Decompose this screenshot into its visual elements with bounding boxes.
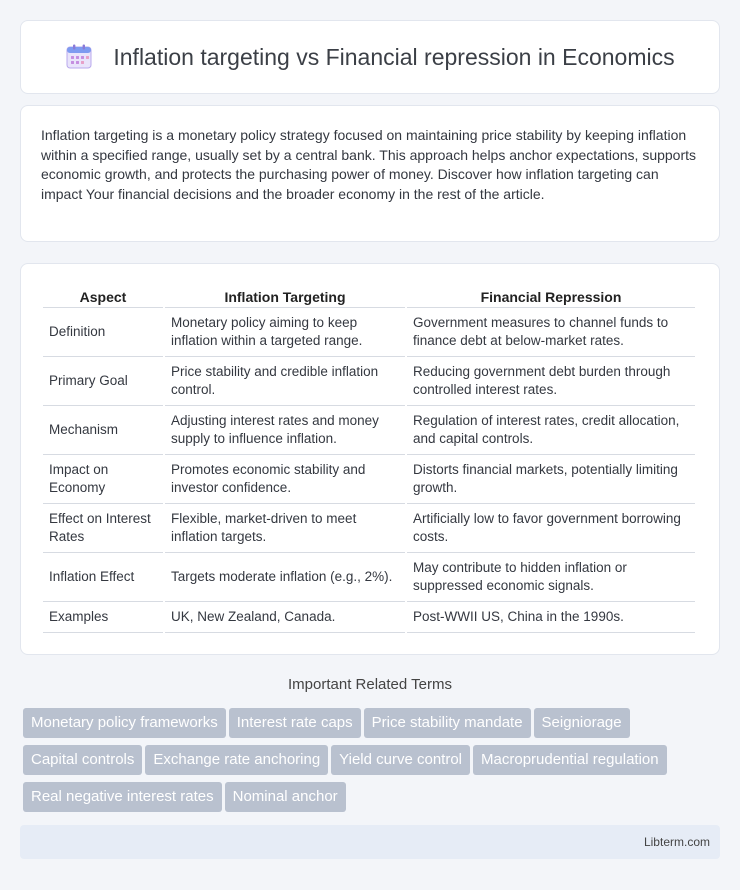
header-inflation-targeting: Inflation Targeting [165,284,405,308]
row-aspect: Mechanism [43,406,163,455]
page-title: Inflation targeting vs Financial repression in Economics [113,43,675,70]
row-inflation-targeting: Monetary policy aiming to keep inflation within a targeted range. [165,308,405,357]
row-aspect: Impact on Economy [43,455,163,504]
row-financial-repression: May contribute to hidden inflation or suppressed economic signals. [407,553,695,602]
row-inflation-targeting: Adjusting interest rates and money supply to influence inflation. [165,406,405,455]
row-inflation-targeting: Price stability and credible inflation control. [165,357,405,406]
intro-paragraph: Inflation targeting is a monetary policy strategy focused on maintaining price stability by keeping inflation within a specified range, usually set by a central bank. This approach helps anchor expectations, supports economic growth, and protects the purchasing power of money. Discover how inflation targeting can impact Your financial decisions and the broader economy in the rest of the article. [41,127,697,202]
table-row [43,406,695,455]
related-term-tag[interactable]: Price stability mandate [364,708,531,738]
footer-site-link[interactable]: Libterm.com [643,835,710,849]
intro-card [20,105,720,242]
row-aspect: Inflation Effect [43,553,163,602]
row-financial-repression: Reducing government debt burden through controlled interest rates. [407,357,695,406]
table-row [43,455,695,504]
calendar-icon [65,43,93,71]
row-aspect: Effect on Interest Rates [43,504,163,553]
table-row [43,602,695,633]
row-aspect: Examples [43,602,163,633]
table-header-row [43,284,695,308]
header-financial-repression: Financial Repression [407,284,695,308]
row-inflation-targeting: UK, New Zealand, Canada. [165,602,405,633]
header-card [20,20,720,94]
row-financial-repression: Regulation of interest rates, credit allocation, and capital controls. [407,406,695,455]
related-term-tag[interactable]: Capital controls [23,745,142,775]
related-terms-list [23,708,723,819]
row-financial-repression: Post-WWII US, China in the 1990s. [407,602,695,633]
table-row [43,308,695,357]
row-inflation-targeting: Promotes economic stability and investor confidence. [165,455,405,504]
table-row [43,504,695,553]
table-row [43,553,695,602]
related-term-tag[interactable]: Exchange rate anchoring [145,745,328,775]
related-term-tag[interactable]: Seigniorage [534,708,630,738]
row-financial-repression: Government measures to channel funds to finance debt at below-market rates. [407,308,695,357]
footer [20,825,720,859]
related-term-tag[interactable]: Nominal anchor [225,782,346,812]
row-financial-repression: Distorts financial markets, potentially limiting growth. [407,455,695,504]
related-term-tag[interactable]: Real negative interest rates [23,782,222,812]
comparison-table [41,284,697,633]
comparison-card [20,263,720,655]
related-term-tag[interactable]: Macroprudential regulation [473,745,667,775]
row-financial-repression: Artificially low to favor government borrowing costs. [407,504,695,553]
related-term-tag[interactable]: Yield curve control [331,745,470,775]
header-aspect: Aspect [43,284,163,308]
row-inflation-targeting: Targets moderate inflation (e.g., 2%). [165,553,405,602]
related-terms-title: Important Related Terms [288,676,452,693]
row-aspect: Primary Goal [43,357,163,406]
table-row [43,357,695,406]
related-term-tag[interactable]: Monetary policy frameworks [23,708,226,738]
row-aspect: Definition [43,308,163,357]
related-term-tag[interactable]: Interest rate caps [229,708,361,738]
row-inflation-targeting: Flexible, market-driven to meet inflation targets. [165,504,405,553]
